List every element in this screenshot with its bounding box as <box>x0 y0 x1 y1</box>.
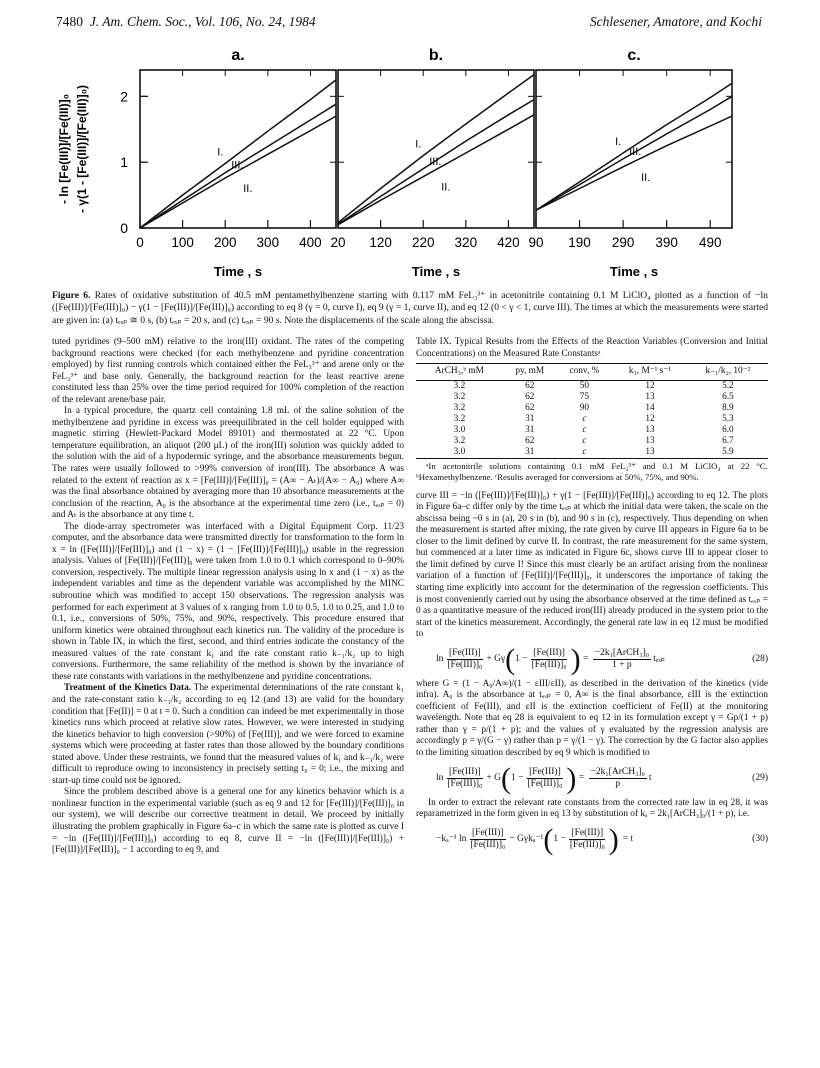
table-cell: 75 <box>579 391 590 402</box>
table-cell: 62 <box>525 391 535 402</box>
curve-label: II. <box>243 182 253 195</box>
eq-paren: ( <box>543 822 554 856</box>
x-tick-label: 20 <box>330 235 346 250</box>
eq-term: 1 − <box>515 653 528 664</box>
table-cell: 31 <box>525 424 535 435</box>
table-cell: 62 <box>525 402 535 413</box>
panel-title: b. <box>428 47 444 64</box>
paragraph: In order to extract the relevant rate constants from the corrected rate law in eq 28, it was reparametrized in the form given in eq 13 by substitution of kₐ = 2k₁[ArCH₃]₀/(1 + p), i.e. <box>416 797 768 820</box>
journal-citation: J. Am. Chem. Soc., Vol. 106, No. 24, 1984 <box>89 14 316 29</box>
x-tick-label: 400 <box>299 235 322 250</box>
eq-paren: ) <box>570 642 581 676</box>
table-cell: 3.2 <box>453 435 466 446</box>
eq-num: [Fe(III)] <box>527 767 563 780</box>
table-cell: 6.7 <box>722 435 734 446</box>
page-number: 7480 <box>56 14 83 29</box>
table-cell: 3.2 <box>453 391 466 402</box>
x-tick-label: 220 <box>411 235 435 250</box>
authors: Schlesener, Amatore, and Kochi <box>589 14 762 29</box>
curve-label: II. <box>441 181 451 194</box>
curve-label: II. <box>641 171 651 184</box>
eq-fraction <box>445 648 484 672</box>
eq-den: [Fe(III)]₀ <box>470 840 506 851</box>
equation-number: (29) <box>752 772 768 783</box>
x-tick-label: 200 <box>213 235 237 250</box>
table-cell: c <box>582 424 587 435</box>
table-cell: 8.9 <box>722 402 734 413</box>
equation-number: (30) <box>752 833 768 844</box>
table-cell: 62 <box>525 435 535 446</box>
table-row <box>416 403 768 414</box>
running-header-left <box>56 14 316 30</box>
panel-title: c. <box>627 47 641 64</box>
eq-fraction <box>525 767 564 791</box>
table-header-cell: k₁, M⁻¹ s⁻¹ <box>612 364 688 381</box>
curve-label: I. <box>217 146 224 159</box>
table-header-cell: k₋₁/k₂, 10⁻² <box>688 364 768 381</box>
table-cell: 62 <box>525 380 535 391</box>
equation-30 <box>416 822 768 856</box>
eq-num: −2k₁[ArCH₃]₀ <box>593 648 651 661</box>
curve-label: III. <box>429 155 442 168</box>
table-row <box>416 447 768 459</box>
x-tick-label: 190 <box>568 235 591 250</box>
eq-term: tₑₓₚ <box>653 653 665 664</box>
x-tick-label: 100 <box>171 235 194 250</box>
eq-den: [Fe(III)]₀ <box>527 779 563 790</box>
eq-fraction <box>589 767 647 791</box>
y-axis-label: - γ(1 - [Fe(III)]/[Fe(III)]₀) <box>75 84 89 214</box>
table-row <box>416 425 768 436</box>
equation-28 <box>416 642 768 676</box>
table-cell: 31 <box>525 413 535 424</box>
paragraph: Since the problem described above is a general one for any kinetics behavior which is a nonlinear function in the experimental variable (such as eq 9 and 12 for [Fe(III)]/[Fe(III)]₀ in our system), we will describe our corrective treatment in detail. We proceed by initially illustrating the problem graphically in Figure 6a–c in which the same rate is plotted as curve I = −ln ([Fe(III)]/[Fe(III)]₀) according to eq 8, curve II = −ln ([Fe(III)]/[Fe(III)]₀) + [Fe(III)]/[Fe(III)]₀ − 1 according to eq 9, and <box>52 787 404 856</box>
x-tick-label: 300 <box>256 235 280 250</box>
running-header-authors <box>590 14 762 30</box>
eq-paren: ( <box>500 761 511 795</box>
x-axis-label: Time , s <box>609 264 659 279</box>
table-cell: 5.9 <box>688 447 768 459</box>
table-cell: 13 <box>612 447 688 459</box>
eq-term: + G <box>486 772 501 783</box>
eq-den: [Fe(III)]₀ <box>569 840 605 851</box>
eq-fraction <box>530 648 569 672</box>
curve-label: I. <box>615 135 622 148</box>
curve-label: III. <box>629 145 642 158</box>
eq-paren: ) <box>608 822 619 856</box>
table-row <box>416 380 768 392</box>
table-row <box>416 414 768 425</box>
eq-den: p <box>615 779 621 790</box>
eq-ln: ln <box>436 653 444 664</box>
paragraph-kinetics <box>52 683 404 787</box>
table-header-cell: conv, % <box>557 364 613 381</box>
eq-term: t <box>648 772 652 783</box>
eq-den: [Fe(III)]₀ <box>447 779 483 790</box>
paragraph: In a typical procedure, the quartz cell containing 1.8 mL of the saline solution of the methylbenzene and pyridine in excess was preequilibrated in the cell holder equipped with magnetic stirring (Hewlett-Packard Model 89101) and thermostated at 22 °C. Upon temperature equilibration, an aliquot (200 μL) of the iron(III) solution was quickly added to the solution with the aid of a hypodermic syringe, and the absorbance measurements begun. The rates were usually followed to >99% conversion of iron(III). The absorbance A was related to the extent of reaction as x = [Fe(III)]/[Fe(III)]₀ = (A∞ − Aₜ)/(A∞ − A₀) where A∞ was the final absorbance obtained by averaging more than 10 absorbance measurements at the conclusion of the reaction, A₀ is the absorbance at the experimental time zero (i.e., tₑₓₚ = 0) and Aₜ is the absorbance at any time t. <box>52 406 404 521</box>
eq-num: [Fe(III)] <box>447 648 483 661</box>
eq-term: = t <box>622 833 634 844</box>
series-curve <box>338 75 534 223</box>
series-curve <box>140 116 336 228</box>
table-cell: c <box>557 447 613 459</box>
equation-29 <box>416 761 768 795</box>
paragraph-text: The experimental determinations of the rate constant k₁ and the rate-constant ratio k₋₁/k₂ according to eq 12 (and 13) are valid for the boundary condition that [Fe(II)] = 0 at t = 0. Such a condition can indeed be met experimentally in those kinetics runs which proceed at relative slow rates. However, we were interested in studying the kinetics behavior to high conversion (>90%) of [Fe(III)], and we were forced to examine systems which were proceeding at faster rates than those allowed by the boundary conditions stated above. Under these restraints, we found that the measured values of k₁ and k₋₁/k₂ were difficult to reproduce owing to inconsistency in precisely setting t₀ = 0; i.e., the mixing and start-up time could not be ignored. <box>52 683 404 786</box>
table-title-text: Typical Results from the Effects of the Reaction Variables (Conversion and Initial Concentrations) on the Measured Rate Constantsᵃ <box>416 337 768 359</box>
table-cell: 12 <box>645 380 655 391</box>
figure-caption <box>52 290 768 327</box>
eq-den: [Fe(III)]₀ <box>531 660 567 671</box>
eq-term: −kₐ⁻¹ ln <box>436 833 467 844</box>
x-tick-label: 120 <box>369 235 392 250</box>
figure-6 <box>52 40 768 286</box>
eq-term: 1 − <box>510 772 524 783</box>
table-row <box>416 392 768 403</box>
eq-num: [Fe(III)] <box>470 828 506 841</box>
eq-fraction <box>568 828 607 852</box>
plot-frame <box>140 70 336 228</box>
table-cell: 31 <box>503 447 557 459</box>
eq-num: [Fe(III)] <box>447 767 483 780</box>
table-cell: 6.5 <box>722 391 734 402</box>
table-cell: 13 <box>645 435 655 446</box>
x-tick-label: 290 <box>611 235 635 250</box>
caption-text: Rates of oxidative substitution of 40.5 mM pentamethylbenzene starting with 0.117 mM FeL₃³⁺ in acetonitrile containing 0.1 M LiClO₄ plotted as a function of −ln ([Fe(III)]/[Fe(III)]₀) − γ(1 − [Fe(III)]/[Fe(III)]₀) according to eq 8 (γ = 0, curve I), eq 9 (γ = 1, curve II), and eq 12 (0 < γ < 1, curve III). The times at which the measurements were started are given in: (a) tₑₓₚ ≅ 0 s, (b) tₑₓₚ = 20 s, and (c) tₑₓₚ = 90 s. Note the displacements of the scale along the abscissa. <box>52 290 769 326</box>
series-curve <box>338 115 534 225</box>
table-footnote: ᵃIn acetonitrile solutions containing 0.1 mM FeL₃³⁺ and 0.1 M LiClO₄ at 22 °C. ᵇHexamethylbenzene. ᶜResults averaged for conversions at 50%, 75%, and 90%. <box>416 460 768 482</box>
paragraph: where G = (1 − A₀/A∞)/(1 − εIII/εII), as described in the derivation of the kinetics (vide infra). A₀ is the absorbance at tₑₓₚ = 0, A∞ is the final absorbance, εIII is the extinction coefficient of Fe(III), and εII is the extinction coefficient of Fe(II) at the monitoring wavelength. Note that eq 28 is equivalent to eq 12 in its formulation except γ = Gp/(1 + p) rather than γ = p/(1 + p); and the values of γ evaluated by the regression analysis are accordingly p = γ/(G − γ) rather than p = γ/(1 − γ). The correction by the G factor also applies to the limiting situation described by eq 9 which is modified to <box>416 678 768 759</box>
table-cell: 6.0 <box>722 424 734 435</box>
eq-equals: = <box>576 772 587 783</box>
table-header-cell: ArCH₃,ᵇ mM <box>416 364 503 381</box>
eq-term: − Gγkₐ⁻¹ <box>509 833 544 844</box>
table-cell: 13 <box>645 391 655 402</box>
eq-paren: ( <box>505 642 516 676</box>
panel-title: a. <box>231 47 245 64</box>
table-label: Table IX. <box>416 337 452 347</box>
caption-label: Figure 6. <box>52 290 91 301</box>
y-axis-label: - ln [Fe(III)]/[Fe(III)]₀ <box>57 93 71 205</box>
equation-number: (28) <box>752 653 768 664</box>
eq-paren: ) <box>566 761 577 795</box>
x-tick-label: 420 <box>497 235 520 250</box>
x-tick-label: 0 <box>136 235 144 250</box>
table-cell: 13 <box>645 424 655 435</box>
eq-num: [Fe(III)] <box>531 648 567 661</box>
paragraph: curve III = −ln ([Fe(III)]/[Fe(III)]₀) + γ(1 − [Fe(III)]/[Fe(III)]₀) according to eq 12. The plots in Figure 6a–c differ only by the time tₑₓₚ at which the initial data were taken, the scale on the abscissa being ~0 s in (a), 20 s in (b), and 90 s in (c), respectively. Thus depending on when the measurement is started after mixing, the rate given by curve III appears in Figure 6a to be closer to the limit defined by curve II. In contrast, the rate measurement for the same system, but commenced at a later time as indicated in Figure 6c, shows curve III to appear closer to the limit defined by curve I! Since this must clearly be an artifact arising from the nonlinear variation of a function of [Fe(III)]/[Fe(III)]₀, it underscores the importance of taking the starting time explicitly into account for the determination of the regression coefficients. This is most conveniently carried out by using the absorbance observed at the time defined as tₑₓₚ = 0 as a quantitative measure of the reduced iron(III) already produced in the system prior to the start of the kinetics measurement. Accordingly, the general rate law in eq 12 must be modified to <box>416 490 768 640</box>
eq-term: + Gγ <box>486 653 506 664</box>
table-cell: 5.3 <box>722 413 734 424</box>
table-cell: 3.0 <box>416 447 503 459</box>
table-row <box>416 436 768 447</box>
series-curve <box>140 80 336 228</box>
table-ix <box>416 363 768 459</box>
table-cell: 12 <box>645 413 655 424</box>
curve-label: III. <box>231 159 244 172</box>
x-tick-label: 90 <box>528 235 544 250</box>
eq-num: [Fe(III)] <box>569 828 605 841</box>
eq-fraction <box>445 767 484 791</box>
curve-label: I. <box>415 138 422 151</box>
right-column <box>416 337 768 859</box>
eq-den: [Fe(III)]₀ <box>447 660 483 671</box>
table-cell: 3.0 <box>453 424 466 435</box>
eq-equals: = <box>580 653 591 664</box>
left-column <box>52 337 404 857</box>
table-cell: 5.2 <box>722 380 734 391</box>
series-curve <box>536 116 732 210</box>
eq-fraction <box>593 648 651 672</box>
section-heading: Treatment of the Kinetics Data. <box>64 683 192 694</box>
y-tick-label: 1 <box>120 154 128 171</box>
table-cell: c <box>582 413 587 424</box>
table-cell: 3.2 <box>453 413 466 424</box>
eq-fraction <box>468 828 507 852</box>
paragraph: The diode-array spectrometer was interfaced with a Digital Equipment Corp. 11/23 computer, and the absorbance data were transmitted directly for transformation to the form ln x = ln ([Fe(III)]/[Fe(III)]₀) and (1 − x) = (1 − [Fe(III)]/[Fe(III)]₀) usable in the regression analysis. Values of [Fe(III)]/[Fe(III)]₀ were taken from 1.0 to 0.1 which correspond to 0–90% conversion, respectively. The multiple linear regression analysis using ln x and (1 − x) as the independent variables and time as the dependent variable was accomplished by the MINC subroutine which was modified to accept 150 observations. The regression analysis was performed for each experiment at 3 values of x ranging from 1.0 to 0.5, 1.0 to 0.25, and 1.0 to 0.1, i.e., conversions of 50%, 75%, and 90%, respectively. This procedure ensured that uniform kinetics were obtained throughout each kinetics run. The validity of the procedure is shown in Table IX, in which the first, second, and third entries indicate the constancy of the measured values of the rate constant k₁ and the rate constant ratio k₋₁/k₂ up to high conversions. Furthermore, the same reliability of the method is shown by the invariance of these rate constants with variations in the methylbenzene and pyridine concentrations. <box>52 521 404 682</box>
y-tick-label: 0 <box>120 220 128 236</box>
x-axis-label: Time , s <box>411 264 461 279</box>
x-tick-label: 390 <box>655 235 678 250</box>
table-header-row <box>416 364 768 381</box>
eq-ln: ln <box>436 772 444 783</box>
table-cell: 50 <box>579 380 590 391</box>
table-cell: 14 <box>645 402 655 413</box>
x-tick-label: 490 <box>698 235 722 250</box>
table-cell: c <box>582 435 587 446</box>
y-tick-label: 2 <box>120 88 128 105</box>
eq-num: −2k₁[ArCH₃]₀ <box>589 767 647 780</box>
table-cell: 90 <box>579 402 590 413</box>
paragraph: tuted pyridines (9–500 mM) relative to the iron(III) oxidant. The rates of the competing background reactions were checked (for each methylbenzene and pyridine concentration employed) by first running controls which contained either the FeL₃³⁺ and arene only or the FeL₃³⁺ and base only. Generally, the background reaction for the least reactive arene constituted less than 25% over the time period required for 100% completion of the reaction of the relevant arene/base pair. <box>52 337 404 405</box>
eq-term: 1 − <box>553 833 566 844</box>
table-title <box>416 337 768 360</box>
table-header-cell: py, mM <box>503 364 557 381</box>
eq-den: 1 + p <box>612 660 632 671</box>
x-tick-label: 320 <box>454 235 478 250</box>
x-axis-label: Time , s <box>213 264 263 279</box>
table-cell: 3.2 <box>453 402 466 413</box>
table-cell: 3.2 <box>453 380 466 391</box>
